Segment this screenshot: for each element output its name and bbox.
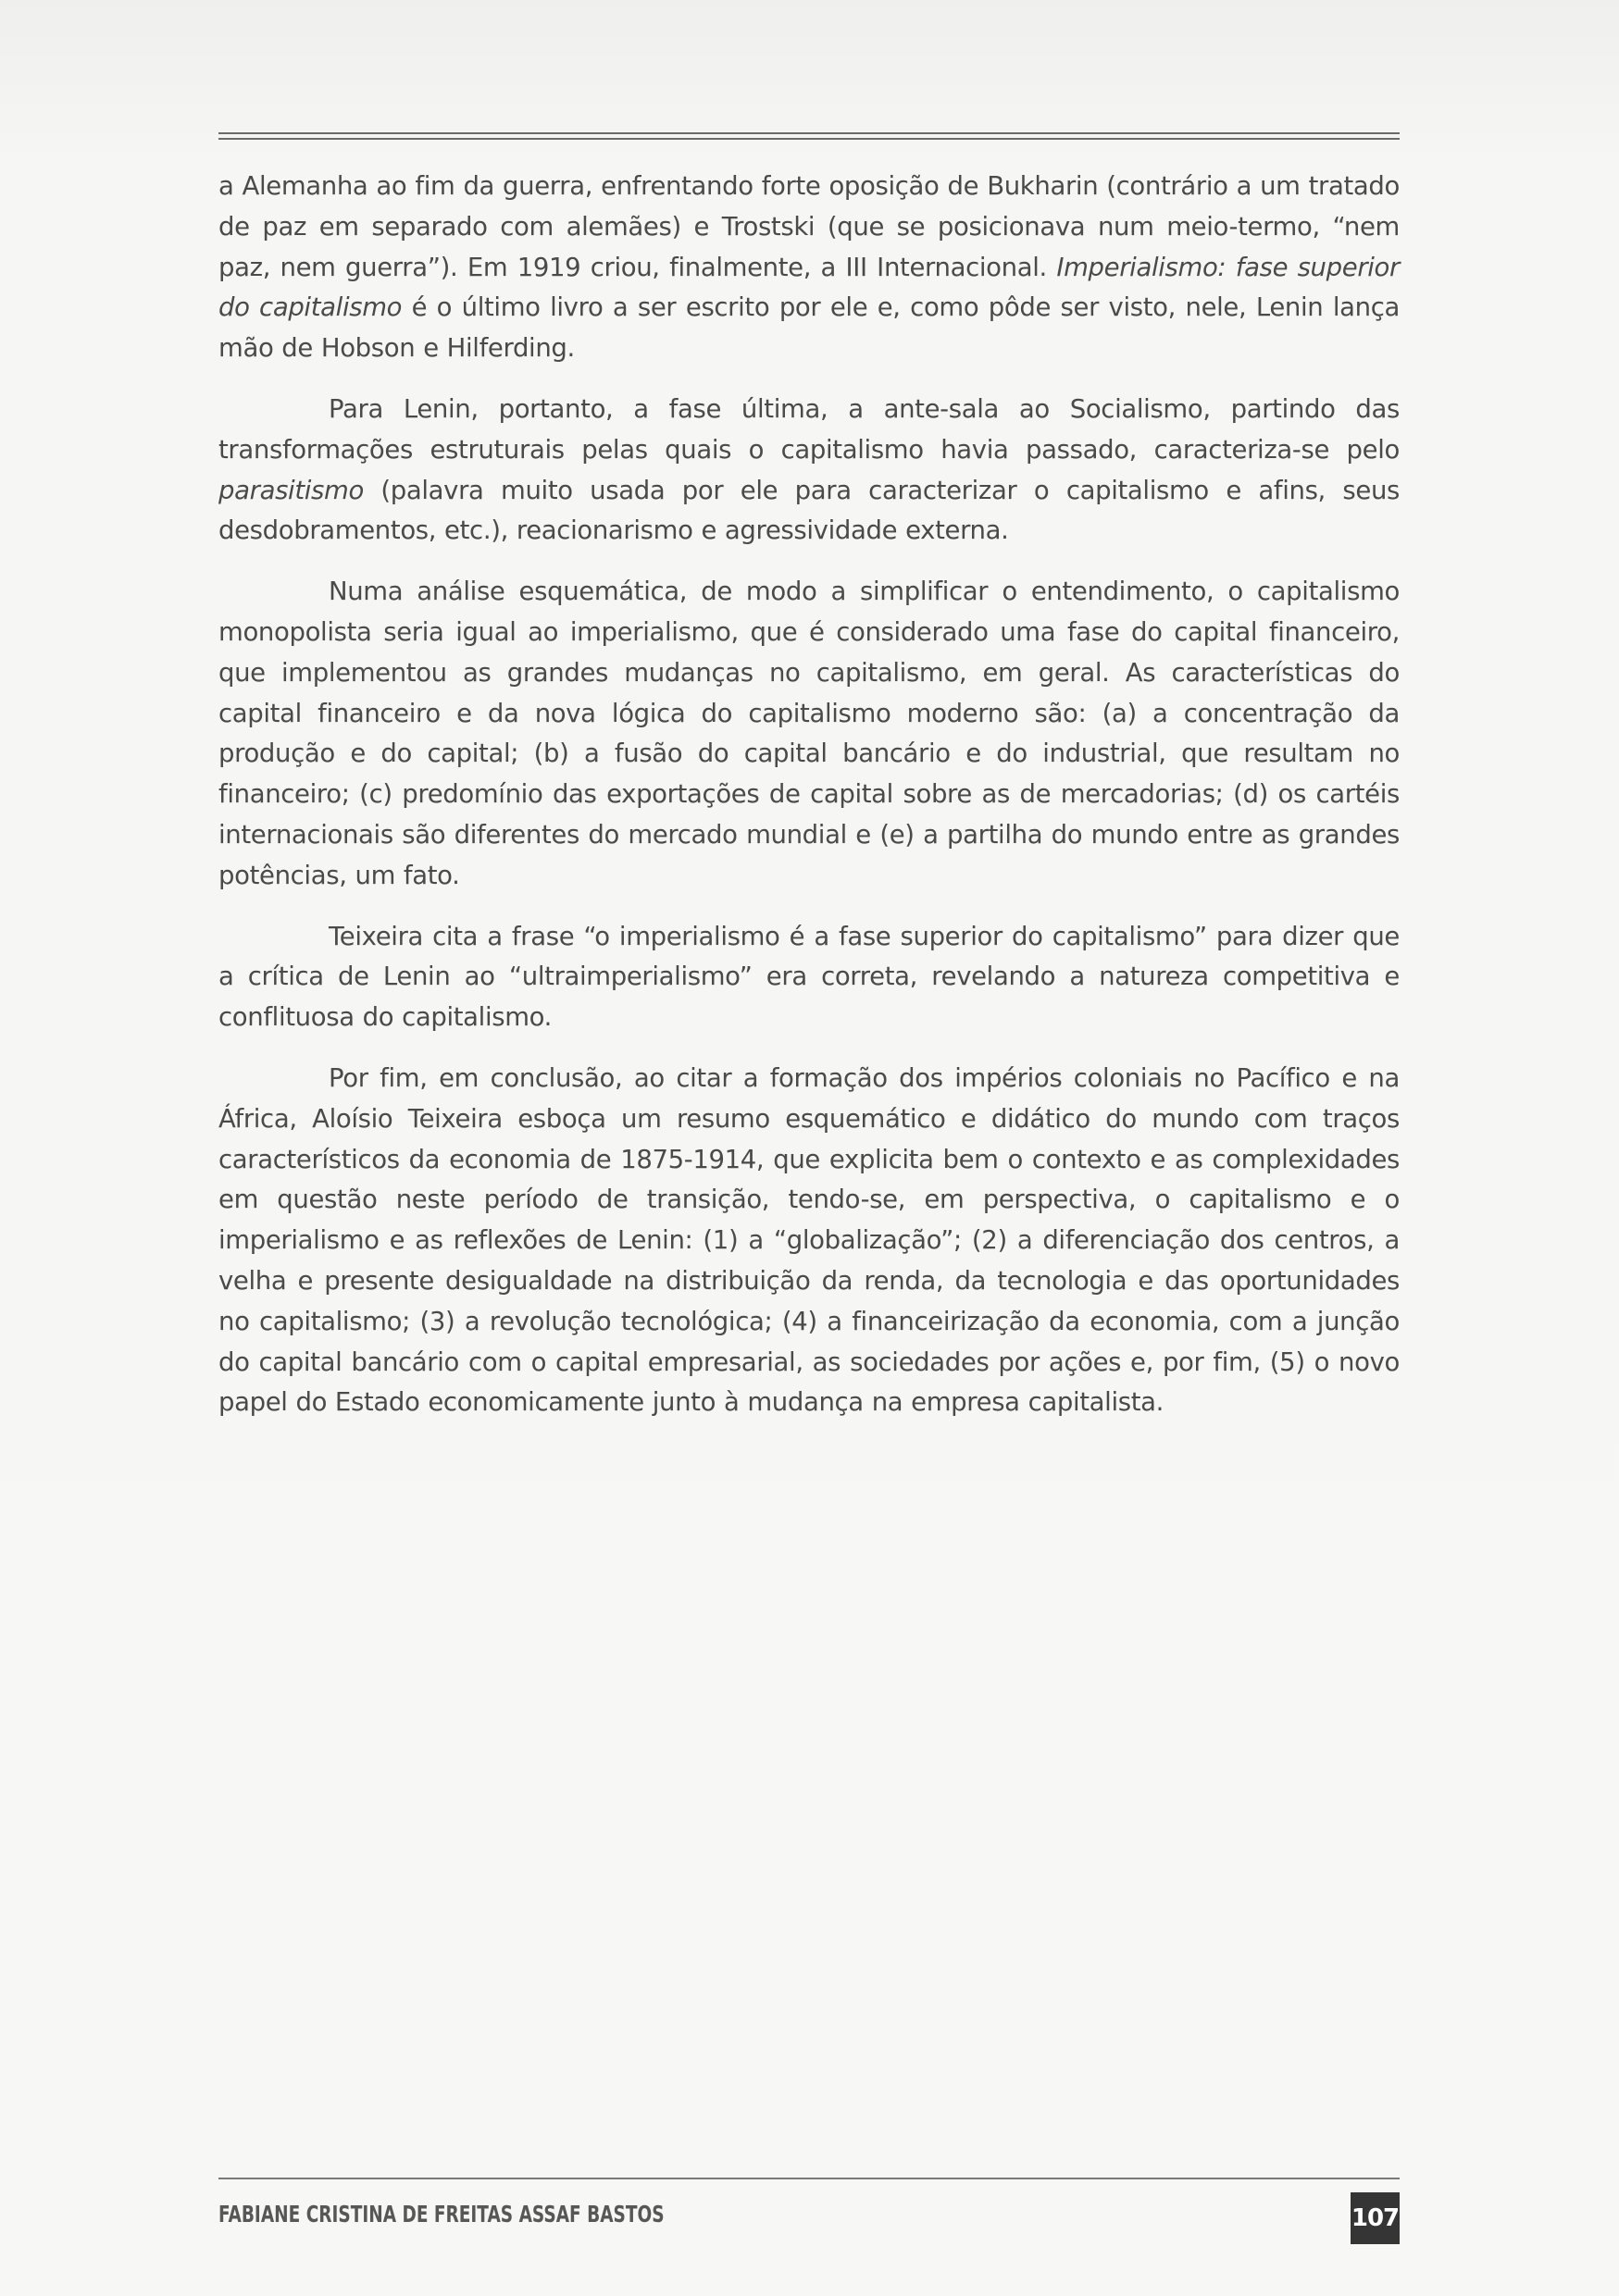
paragraph-1-text-a: a Alemanha ao fim da guerra, enfrentando forte oposição de Bukharin (contrário a um tratado de paz em separado com alemães) e Trostski (que se posicionava num meio-termo, “nem paz, nem guerra”). Em 1919 criou, finalmente, a III Internacional. <box>218 171 1400 282</box>
footer-rule <box>218 2178 1400 2179</box>
paragraph-1-text-b: é o último livro a ser escrito por ele e, como pôde ser visto, nele, Lenin lança mão de Hobson e Hilferding. <box>218 292 1400 364</box>
header-rule-line-top <box>218 132 1400 134</box>
paragraph-3: Numa análise esquemática, de modo a simplificar o entendimento, o capitalismo monopolista seria igual ao imperialismo, que é considerado uma fase do capital financeiro, que implementou as grandes mudanças no capitalismo, em geral. As características do capital financeiro e da nova lógica do capitalismo moderno são: (a) a concentração da produção e do capital; (b) a fusão do capital bancário e do industrial, que resultam no financeiro; (c) predomínio das exportações de capital sobre as de mercadorias; (d) os cartéis internacionais são diferentes do mercado mundial e (e) a partilha do mundo entre as grandes potências, um fato. <box>218 577 1400 890</box>
book-title-italic: Imperialismo: fase superior do capitalismo <box>218 252 1400 323</box>
paragraph-5: Por fim, em conclusão, ao citar a formação dos impérios coloniais no Pacífico e na África, Aloísio Teixeira esboça um resumo esquemático e didático do mundo com traços característicos da economia de 1875-1914, que explicita bem o contexto e as complexidades em questão neste período de transição, tendo-se, em perspectiva, o capitalismo e o imperialismo e as reflexões de Lenin: (1) a “globalização”; (2) a diferenciação dos centros, a velha e presente desigualdade na distribuição da renda, da tecnologia e das oportunidades no capitalismo; (3) a revolução tecnológica; (4) a financeirização da economia, com a junção do capital bancário com o capital empresarial, as sociedades por ações e, por fim, (5) o novo papel do Estado economicamente junto à mudança na empresa capitalista. <box>218 1062 1400 1418</box>
paragraph-4: Teixeira cita a frase “o imperialismo é a fase superior do capitalismo” para dizer que a crítica de Lenin ao “ultraimperialismo” era correta, revelando a natureza competitiva e conflituosa do capitalismo. <box>218 921 1400 1033</box>
paragraph-1 <box>218 167 1400 369</box>
header-double-rule <box>218 132 1400 142</box>
paragraph-2-text-a: Para Lenin, portanto, a fase última, a ante-sala ao Socialismo, partindo das transformações estruturais pelas quais o capitalismo havia passado, caracteriza-se pelo <box>218 393 1400 465</box>
body-text <box>218 167 1400 1444</box>
footer-author: FABIANE CRISTINA DE FREITAS ASSAF BASTOS <box>218 2201 665 2228</box>
parasitismo-italic: parasitismo <box>218 475 364 505</box>
paragraph-2-text-b: (palavra muito usada por ele para caracterizar o capitalismo e afins, seus desdobramentos, etc.), reacionarismo e agressividade externa. <box>218 475 1400 546</box>
paragraph-2 <box>218 390 1400 552</box>
page-number: 107 <box>1351 2192 1400 2244</box>
header-rule-line-bottom <box>218 138 1400 140</box>
